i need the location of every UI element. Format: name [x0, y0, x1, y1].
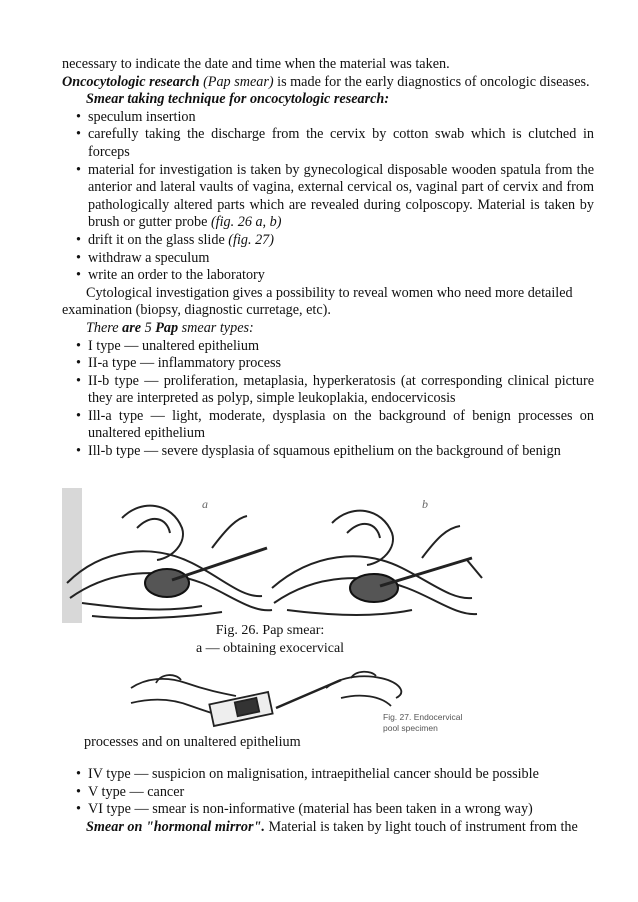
list-item: • IV type — suspicion on malignisation, intraepithelial cancer should be possible: [76, 766, 594, 784]
figure-26a-drawing: [67, 506, 272, 618]
page-text-bottom: [62, 766, 594, 836]
onco-title: Oncocytologic research: [62, 73, 200, 90]
pap-types-list-continued: [62, 766, 594, 819]
list-item: • Ill-a type — light, moderate, dysplasia on the background of benign processes on unaltered epithelium: [76, 408, 594, 443]
figure-26-illustration: [62, 488, 532, 623]
figure-27-caption: Fig. 27. Endocervical pool specimen: [383, 712, 463, 733]
technique-heading: Smear taking technique for oncocytologic research:: [86, 91, 390, 108]
types-heading: There are 5 Pap smear types:: [86, 319, 254, 336]
hormonal-rest: Material is taken by light touch of instrument from the: [268, 818, 578, 835]
figure-label-a: a: [202, 497, 208, 511]
figure-26-caption: Fig. 26. Pap smear: a — obtaining exocervical: [195, 623, 345, 656]
list-item: • withdraw a speculum: [76, 250, 594, 268]
continuation-line: processes and on unaltered epithelium: [84, 734, 301, 750]
list-item: • I type — unaltered epithelium: [76, 338, 594, 356]
hormonal-paragraph: [62, 819, 594, 837]
list-item: • carefully taking the discharge from the cervix by cotton swab which is clutched in forceps: [76, 126, 594, 161]
hormonal-title: Smear on "hormonal mirror".: [86, 818, 265, 835]
list-item: • drift it on the glass slide (fig. 27): [76, 232, 594, 250]
list-item: • II-b type — proliferation, metaplasia, hyperkeratosis (at corresponding clinical picture they are interpreted as polyp, simple leukoplakia, endocervicosis: [76, 373, 594, 408]
fig-ref: (fig. 27): [228, 231, 275, 248]
onco-paragraph: [62, 74, 594, 92]
onco-paren: (Pap smear): [203, 73, 274, 90]
intro-line: necessary to indicate the date and time when the material was taken.: [62, 56, 450, 72]
list-item: • V type — cancer: [76, 784, 594, 802]
list-item: • II-a type — inflammatory process: [76, 355, 594, 373]
figure-26b-drawing: [272, 511, 482, 615]
list-item: • Ill-b type — severe dysplasia of squamous epithelium on the background of benign: [76, 443, 594, 461]
list-item: • material for investigation is taken by gynecological disposable wooden spatula from the anterior and lateral vaults of vagina, external cervical os, vaginal part of cervix and from pathologically altered parts which are revealed during colposcopy. Material is taken by brush or gutter probe (fig. 26 a, b): [76, 162, 594, 232]
page-text-top: [62, 56, 594, 461]
pap-types-list: [62, 338, 594, 461]
list-item: • VI type — smear is non-informative (material has been taken in a wrong way): [76, 801, 594, 819]
onco-rest: is made for the early diagnostics of oncologic diseases.: [277, 73, 590, 90]
fig-ref: (fig. 26 a, b): [210, 214, 282, 231]
list-item: • write an order to the laboratory: [76, 267, 594, 285]
figure-label-b: b: [422, 497, 428, 511]
technique-steps-list: [62, 109, 594, 285]
list-item: • speculum insertion: [76, 109, 594, 127]
cyto-paragraph: Cytological investigation gives a possibility to reveal women who need more detailed examination (biopsy, diagnostic curretage, etc).: [62, 284, 573, 319]
